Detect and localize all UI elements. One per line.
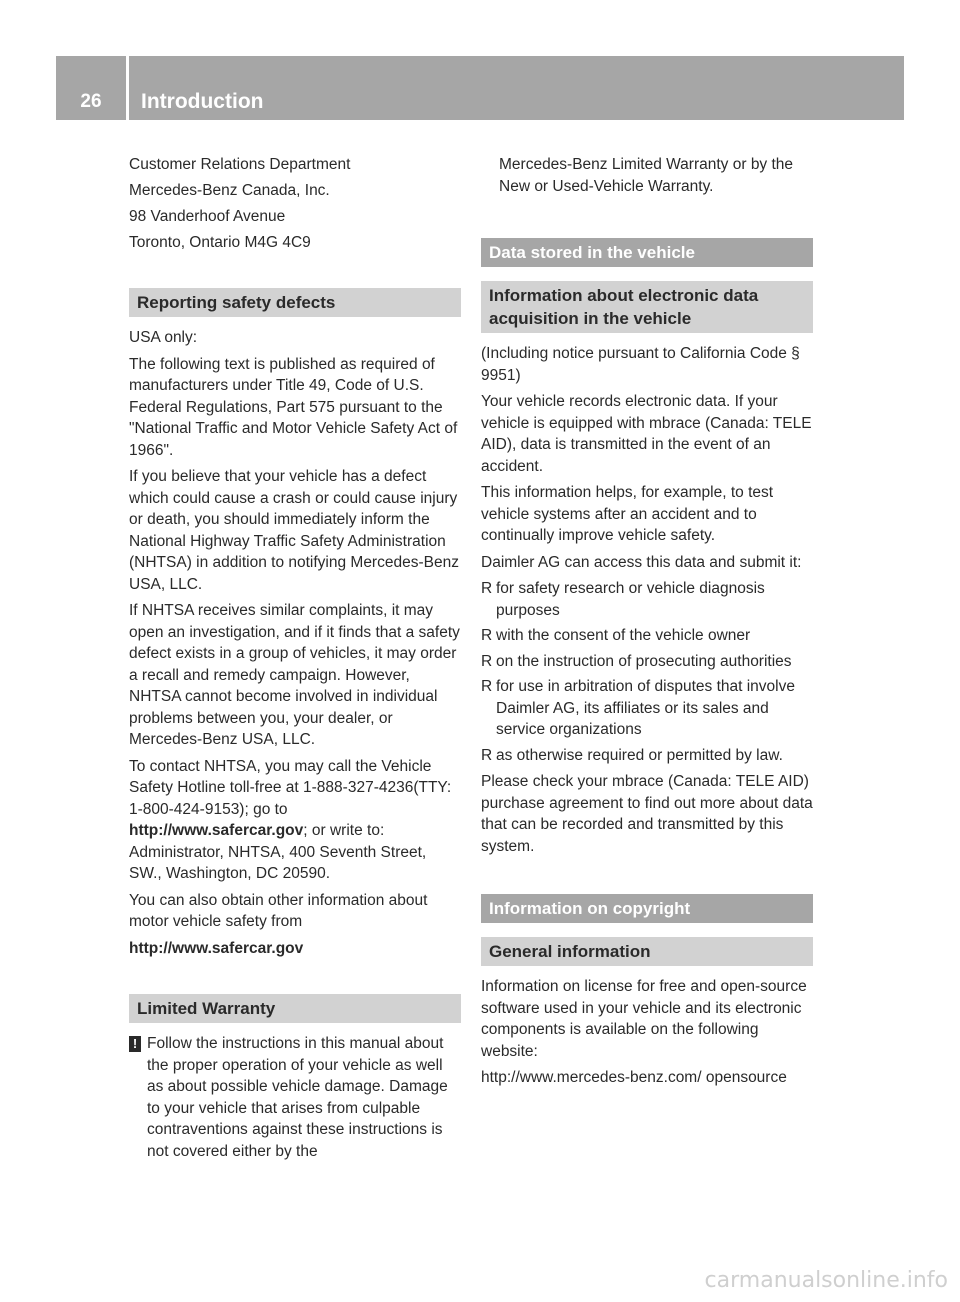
opensource-link[interactable]: http://www.mercedes-benz.com/ opensource [481,1069,787,1086]
warning-text: Follow the instructions in this manual about the proper operation of your vehicle as well as about possible vehicle damage. Damage to your vehicle that arises from culpable contraventions against these instructions is not covered either by the [147,1035,448,1160]
list-item-text: as otherwise required or permitted by law. [496,746,783,764]
page-number: 26 [80,91,102,112]
address-line: Mercedes-Benz Canada, Inc. [129,182,330,199]
section-heading-reporting: Reporting safety defects [129,288,461,317]
paragraph: If you believe that your vehicle has a defect which could cause a crash or could cause injury or death, you should immediately inform the National Highway Traffic Safety Administration (NHTSA) in addition to notifying Mercedes-Benz USA, LLC. [129,468,459,593]
left-column [129,154,461,1162]
paragraph: (Including notice pursuant to California Code § 9951) [481,345,800,384]
safercar-link[interactable]: http://www.safercar.gov [129,939,304,957]
section-heading-copyright: Information on copyright [481,894,813,923]
paragraph: Mercedes-Benz Limited Warranty or by the New or Used-Vehicle Warranty. [499,156,794,195]
watermark: carmanualsonline.info [704,1268,948,1293]
bullet-icon: R [481,652,493,670]
section-heading-warranty: Limited Warranty [129,994,461,1023]
list-item-text: with the consent of the vehicle owner [496,627,751,644]
paragraph: If NHTSA receives similar complaints, it may open an investigation, and if it finds that a safety defect exists in a group of vehicles, it may order a recall and remedy campaign. However, NHTSA cannot become involved in individual problems between you, your dealer, or Mercedes-Benz USA, LLC. [129,602,460,748]
paragraph: Your vehicle records electronic data. If your vehicle is equipped with mbrace (Canada: TELE AID), data is transmitted in the event of an accident. [481,393,812,475]
address-block [129,154,461,254]
paragraph [129,756,461,885]
list-item-text: for safety research or vehicle diagnosis purposes [496,580,765,619]
list-item-text: for use in arbitration of disputes that involve Daimler AG, its affiliates or its sales and service organizations [496,678,795,738]
text: ; or write to: Administrator, NHTSA, 400 Seventh Street, SW., Washington, DC 20590. [129,822,427,882]
subsection-heading-general: General information [481,937,813,966]
bullet-icon: R [481,627,493,644]
bullet-icon: R [481,746,493,764]
text: To contact NHTSA, you may call the Vehicle Safety Hotline toll-free at 1-888-327-4236(TTY: 1-800-424-9153); go to [129,757,452,818]
warning-icon: ! [129,1036,141,1052]
list-item [481,651,813,673]
list-item [481,578,813,621]
section-heading-data-stored: Data stored in the vehicle [481,238,813,267]
list-item-text: on the instruction of prosecuting authorities [496,652,792,670]
address-line: Customer Relations Department [129,156,351,173]
subsection-heading-electronic-data: Information about electronic data acquisition in the vehicle [481,281,813,333]
right-column [481,154,813,1094]
paragraph: Information on license for free and open-source software used in your vehicle and its electronic components is available on the following website: [481,978,807,1060]
list-item [481,676,813,741]
list-item [481,625,813,647]
address-line: Toronto, Ontario M4G 4C9 [129,234,311,251]
list-item [481,745,813,767]
warning-note [129,1033,461,1162]
bullet-list [481,578,813,766]
bullet-icon: R [481,580,493,597]
safercar-link[interactable]: http://www.safercar.gov [129,822,304,839]
paragraph: USA only: [129,329,198,346]
address-line: 98 Vanderhoof Avenue [129,208,286,225]
paragraph: You can also obtain other information about motor vehicle safety from [129,891,428,930]
paragraph: Please check your mbrace (Canada: TELE AID) purchase agreement to find out more about data that can be recorded and transmitted by this system. [481,773,813,855]
bullet-icon: R [481,678,493,695]
paragraph: The following text is published as required of manufacturers under Title 49, Code of U.S. Federal Regulations, Part 575 pursuant to the "National Traffic and Motor Vehicle Safety Act of 1966". [129,355,458,459]
paragraph: This information helps, for example, to test vehicle systems after an accident and to continually improve vehicle safety. [481,484,774,544]
header-divider [126,56,129,120]
paragraph: Daimler AG can access this data and submit it: [481,553,802,571]
chapter-title: Introduction [141,90,264,113]
